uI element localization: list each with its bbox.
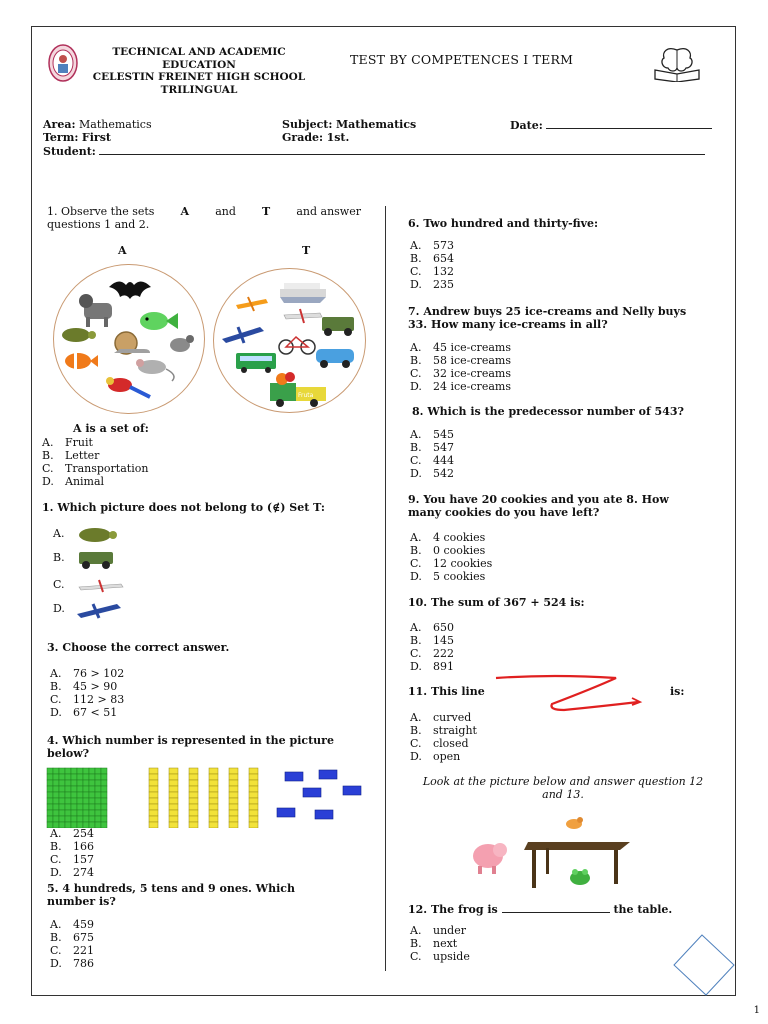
option-text: 547	[433, 441, 454, 454]
option-text: 58 ice-creams	[433, 354, 511, 367]
q10-option-c[interactable]	[410, 647, 454, 660]
option-text: Transportation	[65, 462, 149, 475]
ten-rod	[209, 768, 218, 828]
small-plane-icon	[236, 297, 268, 311]
q5-option-a[interactable]	[50, 918, 94, 931]
base-ten-blocks	[45, 766, 375, 828]
test-title: TEST BY COMPETENCES I TERM	[350, 52, 574, 67]
option-letter: B.	[42, 449, 54, 462]
subject-value: Mathematics	[335, 118, 417, 131]
option-letter: C.	[50, 693, 62, 706]
q7-stem-line2: 33. How many ice-creams in all?	[408, 318, 608, 331]
q1-intro-part3: questions 1 and 2.	[47, 218, 150, 231]
option-letter: A.	[410, 621, 422, 634]
option-letter: C.	[50, 944, 62, 957]
option-text: 891	[433, 660, 454, 673]
option-letter: B.	[50, 931, 62, 944]
subject-label: Subject:	[282, 118, 333, 131]
q4-options	[50, 827, 94, 879]
q5-stem	[47, 882, 295, 908]
q6-option-b[interactable]	[410, 252, 454, 265]
option-text: Fruit	[65, 436, 93, 449]
jet-icon	[222, 327, 264, 343]
q1-intro-part1: 1. Observe the sets	[47, 205, 155, 218]
q4-option-a[interactable]	[50, 827, 94, 840]
q12-option-b[interactable]	[410, 937, 470, 950]
airliner-icon	[284, 309, 322, 323]
student-blank[interactable]	[99, 144, 705, 155]
q5-option-b[interactable]	[50, 931, 94, 944]
term-field	[43, 131, 111, 144]
q9-options	[410, 531, 492, 583]
q11-option-d[interactable]	[410, 750, 477, 763]
q1-set-a-ref: A	[180, 205, 190, 218]
option-text: upside	[433, 950, 470, 963]
q10-stem: 10. The sum of 367 + 524 is:	[408, 596, 585, 609]
q1-stem: A is a set of:	[73, 422, 149, 435]
option-letter: C.	[410, 557, 422, 570]
option-text: 45 > 90	[73, 680, 118, 693]
option-letter: B.	[410, 354, 422, 367]
q4-option-c[interactable]	[50, 853, 94, 866]
subject-field	[282, 118, 416, 131]
q5-stem-line2: number is?	[47, 895, 116, 908]
option-text: 542	[433, 467, 454, 480]
school-line-2: CELESTIN FREINET HIGH SCHOOL	[92, 71, 306, 83]
set-a-label: A	[118, 244, 127, 257]
option-text: 0 cookies	[433, 544, 486, 557]
q1-options	[42, 436, 148, 488]
q2-option-c[interactable]: C.	[53, 578, 65, 602]
q7-option-b[interactable]	[410, 354, 511, 367]
snail-icon	[114, 332, 150, 354]
q8-option-a[interactable]	[410, 428, 454, 441]
q7-option-c[interactable]	[410, 367, 511, 380]
date-label: Date:	[510, 119, 543, 132]
area-value: Mathematics	[79, 118, 152, 131]
option-letter: A.	[50, 827, 62, 840]
q4-stem-line2: below?	[47, 747, 90, 760]
frog-icon	[570, 869, 590, 885]
school-logo	[48, 44, 78, 82]
q1-option-b[interactable]	[42, 449, 148, 462]
parrot-icon	[106, 377, 150, 397]
option-text: 573	[433, 239, 454, 252]
option-letter: B.	[50, 840, 62, 853]
instruction-line2: and 13.	[542, 788, 584, 801]
q10-option-d[interactable]	[410, 660, 454, 673]
grade-label: Grade:	[282, 131, 324, 144]
school-line-1: TECHNICAL AND ACADEMIC EDUCATION	[112, 46, 286, 71]
q3-option-c[interactable]	[50, 693, 124, 706]
option-letter: A.	[410, 428, 422, 441]
option-text: 32 ice-creams	[433, 367, 511, 380]
date-field[interactable]	[510, 118, 712, 132]
option-letter: C.	[410, 265, 422, 278]
ten-rod	[189, 768, 198, 828]
option-letter: C.	[42, 462, 54, 475]
q12-stem-a: 12. The frog is	[408, 903, 498, 916]
q5-stem-line1: 5. 4 hundreds, 5 tens and 9 ones. Which	[47, 882, 295, 895]
fruit-truck-icon	[270, 372, 326, 407]
turtle-icon	[62, 328, 96, 342]
q8-option-d[interactable]	[410, 467, 454, 480]
option-text: 145	[433, 634, 454, 647]
q5-options	[50, 918, 94, 970]
option-text: Animal	[65, 475, 105, 488]
option-text: under	[433, 924, 466, 937]
q1-intro	[47, 205, 361, 231]
option-text: 76 > 102	[73, 667, 125, 680]
fruta-label: Fruta	[298, 392, 314, 399]
area-label: Area:	[43, 118, 76, 131]
pig-icon	[473, 843, 507, 874]
option-letter: D.	[410, 278, 422, 291]
option-text: 254	[73, 827, 94, 840]
q3-options	[50, 667, 124, 719]
q12-blank[interactable]	[502, 902, 610, 913]
airliner-icon	[77, 578, 125, 594]
q8-stem: 8. Which is the predecessor number of 543?	[412, 405, 684, 418]
option-text: curved	[433, 711, 472, 724]
q4-stem	[47, 734, 334, 760]
ten-rod	[249, 768, 258, 828]
q4-option-d[interactable]	[50, 866, 94, 879]
option-letter: B.	[410, 937, 422, 950]
option-text: 221	[73, 944, 94, 957]
q9-stem	[408, 493, 722, 519]
option-text: 274	[73, 866, 94, 879]
option-letter: C.	[410, 367, 422, 380]
set-t-label: T	[302, 244, 311, 257]
option-text: 444	[433, 454, 454, 467]
option-letter: D.	[50, 866, 62, 879]
q2-stem: 1. Which picture does not belong to (∉) Set T:	[42, 501, 325, 514]
q11-option-a[interactable]	[410, 711, 477, 724]
q7-options	[410, 341, 511, 393]
page-number: 1	[753, 1005, 760, 1016]
ship-icon	[280, 283, 326, 303]
option-letter: A.	[410, 711, 422, 724]
option-text: 4 cookies	[433, 531, 486, 544]
q6-option-c[interactable]	[410, 265, 454, 278]
q6-option-a[interactable]	[410, 239, 454, 252]
clownfish-icon	[65, 353, 98, 369]
unit-cube	[277, 808, 295, 817]
instruction-q12-13	[398, 775, 728, 801]
jeep-icon	[77, 548, 117, 570]
option-letter: A.	[50, 918, 62, 931]
q4-stem-line1: 4. Which number is represented in the picture	[47, 734, 334, 747]
option-text: 235	[433, 278, 454, 291]
option-text: 786	[73, 957, 94, 970]
q1-option-d[interactable]	[42, 475, 148, 488]
ten-rod	[149, 768, 158, 828]
q7-option-a[interactable]	[410, 341, 511, 354]
q8-option-c[interactable]	[410, 454, 454, 467]
q3-option-d[interactable]	[50, 706, 124, 719]
corner-diamond-decoration	[672, 933, 736, 996]
option-letter: B.	[410, 634, 422, 647]
unit-cube	[343, 786, 361, 795]
q2-option-d[interactable]: D.	[53, 602, 65, 626]
option-text: 132	[433, 265, 454, 278]
option-letter: A.	[50, 667, 62, 680]
option-letter: D.	[410, 660, 422, 673]
option-text: 675	[73, 931, 94, 944]
option-letter: D.	[410, 570, 422, 583]
q12-option-c[interactable]	[410, 950, 470, 963]
option-letter: A.	[410, 531, 422, 544]
option-text: 112 > 83	[73, 693, 125, 706]
option-letter: D.	[410, 750, 422, 763]
school-line-3: TRILINGUAL	[160, 83, 238, 96]
bicycle-icon	[279, 337, 315, 354]
q7-stem-line1: 7. Andrew buys 25 ice-creams and Nelly buys	[408, 305, 687, 318]
q5-option-d[interactable]	[50, 957, 94, 970]
q7-stem	[408, 305, 722, 331]
q11-stem-b: is:	[670, 685, 685, 698]
q11-options	[410, 711, 477, 763]
option-letter: D.	[410, 467, 422, 480]
unit-cube	[285, 772, 303, 781]
date-blank[interactable]	[546, 118, 712, 129]
option-text: 459	[73, 918, 94, 931]
q4-option-b[interactable]	[50, 840, 94, 853]
dog-icon	[79, 294, 112, 327]
option-letter: C.	[410, 454, 422, 467]
q12-stem-b: the table.	[613, 903, 673, 916]
q2-option-b[interactable]: B.	[53, 551, 65, 578]
q9-option-b[interactable]	[410, 544, 492, 557]
q1-option-c[interactable]	[42, 462, 148, 475]
q7-option-d[interactable]	[410, 380, 511, 393]
q2-options	[53, 527, 65, 626]
q12-options	[410, 924, 470, 963]
q6-option-d[interactable]	[410, 278, 454, 291]
q5-option-c[interactable]	[50, 944, 94, 957]
ten-rod	[229, 768, 238, 828]
q9-stem-line2: many cookies do you have left?	[408, 506, 600, 519]
q9-stem-line1: 9. You have 20 cookies and you ate 8. How	[408, 493, 669, 506]
bat-icon	[109, 281, 151, 299]
q3-stem: 3. Choose the correct answer.	[47, 641, 230, 654]
q1-and: and	[215, 205, 236, 218]
turtle-icon	[75, 525, 119, 545]
option-letter: B.	[410, 544, 422, 557]
q11-option-c[interactable]	[410, 737, 477, 750]
option-letter: B.	[50, 680, 62, 693]
mouse-icon	[136, 359, 174, 381]
set-a-circle	[53, 264, 205, 414]
option-text: next	[433, 937, 458, 950]
q11-option-b[interactable]	[410, 724, 477, 737]
option-text: 650	[433, 621, 454, 634]
option-letter: B.	[410, 441, 422, 454]
q9-option-c[interactable]	[410, 557, 492, 570]
brain-book-icon	[652, 42, 702, 82]
q8-options	[410, 428, 454, 480]
option-text: straight	[433, 724, 477, 737]
option-letter: B.	[410, 724, 422, 737]
red-squiggle-line	[494, 670, 644, 715]
q9-option-d[interactable]	[410, 570, 492, 583]
bus-icon	[236, 353, 276, 373]
school-name	[84, 46, 314, 96]
q8-option-b[interactable]	[410, 441, 454, 454]
unit-cube	[303, 788, 321, 797]
bird-icon	[566, 817, 583, 829]
option-letter: D.	[410, 380, 422, 393]
car-icon	[316, 349, 354, 368]
option-letter: A.	[410, 341, 422, 354]
option-letter: C.	[50, 853, 62, 866]
q12-stem	[408, 902, 672, 916]
jet-icon	[75, 600, 123, 620]
q11-stem-a: 11. This line	[408, 685, 485, 698]
area-field	[43, 118, 152, 131]
q6-stem: 6. Two hundred and thirty-five:	[408, 217, 599, 230]
ten-rod	[169, 768, 178, 828]
q9-option-a[interactable]	[410, 531, 492, 544]
q1-option-a[interactable]	[42, 436, 148, 449]
fish-icon	[140, 312, 178, 330]
option-text: 654	[433, 252, 454, 265]
option-text: 222	[433, 647, 454, 660]
option-text: open	[433, 750, 461, 763]
option-letter: C.	[410, 950, 422, 963]
unit-cube	[319, 770, 337, 779]
set-t-circle	[213, 268, 366, 413]
grade-field	[282, 131, 349, 144]
student-field[interactable]	[43, 144, 705, 158]
frog-table-picture	[470, 812, 640, 892]
option-letter: A.	[42, 436, 54, 449]
option-letter: D.	[42, 475, 54, 488]
option-letter: D.	[50, 706, 62, 719]
q2-option-a[interactable]: A.	[53, 527, 65, 551]
option-letter: D.	[50, 957, 62, 970]
option-text: 24 ice-creams	[433, 380, 511, 393]
grade-value: 1st.	[326, 131, 350, 144]
option-text: Letter	[65, 449, 100, 462]
column-divider	[385, 206, 386, 971]
jeep-icon	[322, 317, 354, 336]
q6-options	[410, 239, 454, 291]
option-text: closed	[433, 737, 469, 750]
q3-option-b[interactable]	[50, 680, 124, 693]
q3-option-a[interactable]	[50, 667, 124, 680]
option-text: 545	[433, 428, 454, 441]
q10-option-a[interactable]	[410, 621, 454, 634]
q10-options	[410, 621, 454, 673]
q12-option-a[interactable]	[410, 924, 470, 937]
option-text: 5 cookies	[433, 570, 486, 583]
instruction-line1: Look at the picture below and answer question 12	[422, 775, 704, 788]
option-letter: A.	[410, 924, 422, 937]
option-text: 157	[73, 853, 94, 866]
term-value: First	[81, 131, 111, 144]
option-letter: C.	[410, 647, 422, 660]
unit-cube	[315, 810, 333, 819]
option-letter: A.	[410, 239, 422, 252]
option-text: 166	[73, 840, 94, 853]
q10-option-b[interactable]	[410, 634, 454, 647]
option-letter: B.	[410, 252, 422, 265]
pigeon-icon	[170, 335, 194, 352]
q1-set-t-ref: T	[262, 205, 271, 218]
option-text: 67 < 51	[73, 706, 118, 719]
option-letter: C.	[410, 737, 422, 750]
option-text: 12 cookies	[433, 557, 493, 570]
student-label: Student:	[43, 145, 96, 158]
option-text: 45 ice-creams	[433, 341, 511, 354]
term-label: Term:	[43, 131, 79, 144]
hundred-flat	[47, 768, 107, 828]
q1-intro-part2: and answer	[296, 205, 361, 218]
